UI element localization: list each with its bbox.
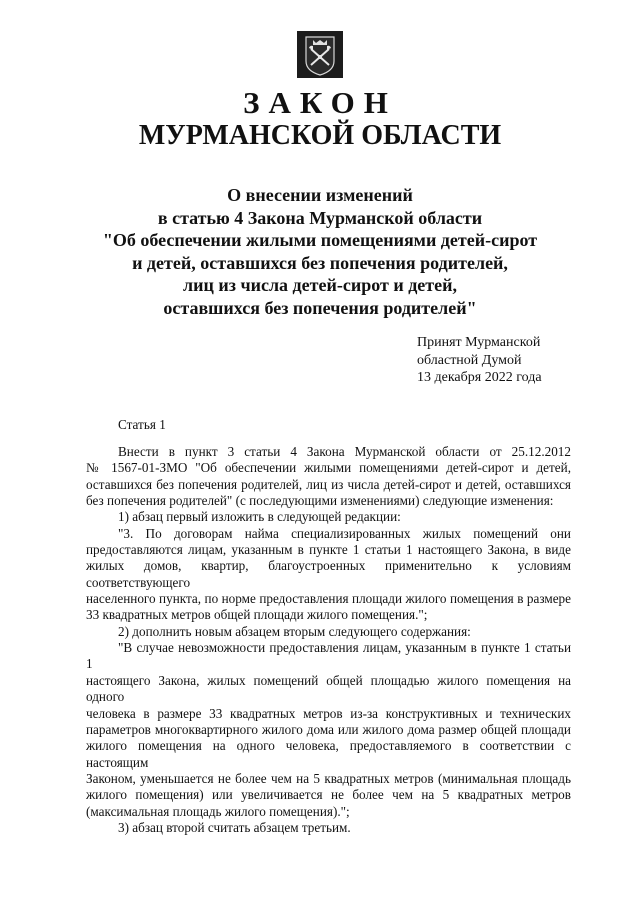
- text-line: 1) абзац первый изложить в следующей редакции:: [118, 509, 401, 525]
- text-line: населенного пункта, по норме предоставления площади жилого помещения в размере: [86, 591, 571, 607]
- text-line: жилых домов, квартир, благоустроенных применительно к условиям соответствующего: [86, 558, 571, 590]
- amendment-item-3: [86, 820, 571, 836]
- coat-of-arms-icon: [297, 31, 343, 78]
- text-line: (максимальная площадь жилого помещения).";: [86, 803, 350, 819]
- article-body: [86, 444, 571, 836]
- subject-line: лиц из числа детей-сирот и детей,: [183, 275, 457, 295]
- text-line: жилого помещения) или увеличивается не более чем на 5 квадратных метров: [86, 787, 571, 803]
- quoted-paragraph-2: [86, 640, 571, 820]
- law-subject: [95, 184, 545, 319]
- text-line: Законом, уменьшается не более чем на 5 квадратных метров (минимальная площадь: [86, 770, 571, 786]
- text-line: 2) дополнить новым абзацем вторым следующего содержания:: [118, 623, 471, 639]
- text-line: без попечения родителей" (с последующими изменениями) следующие изменения:: [86, 493, 554, 509]
- subject-line: О внесении изменений: [227, 185, 413, 205]
- adoption-note: [417, 334, 542, 387]
- text-line: 33 квадратных метров общей площади жилого помещения.";: [86, 607, 428, 623]
- text-line: № 1567-01-ЗМО "Об обеспечении жилыми помещениями детей-сирот и детей,: [86, 460, 571, 476]
- text-line: предоставляются лицам, указанным в пункте 1 статьи 1 настоящего Закона, в виде: [86, 542, 571, 558]
- region-title: МУРМАНСКОЙ ОБЛАСТИ: [138, 120, 502, 151]
- adoption-line: Принят Мурманской: [417, 335, 541, 350]
- text-line: жилого помещения на одного человека, предоставляемого в соответствии с настоящим: [86, 738, 571, 770]
- quoted-paragraph-1: [86, 526, 571, 624]
- text-line: Внести в пункт 3 статьи 4 Закона Мурманской области от 25.12.2012: [118, 444, 571, 459]
- adoption-line: областной Думой: [417, 352, 522, 368]
- subject-line: "Об обеспечении жилыми помещениями детей-сирот: [102, 230, 538, 250]
- text-line: настоящего Закона, жилых помещений общей площадью жилого помещения на одного: [86, 672, 571, 705]
- subject-line: оставшихся без попечения родителей": [163, 297, 477, 318]
- article-heading: Статья 1: [118, 417, 166, 432]
- law-title: ЗАКОН: [243, 85, 397, 120]
- amendment-item-2: [86, 624, 571, 640]
- text-line: человека в размере 33 квадратных метров из-за конструктивных и технических: [86, 705, 571, 721]
- text-line: "В случае невозможности предоставления лицам, указанным в пункте 1 статьи 1: [86, 640, 571, 672]
- subject-line: в статью 4 Закона Мурманской области: [157, 207, 483, 228]
- text-line: "3. По договорам найма специализированных жилых помещений они: [118, 525, 571, 541]
- text-line: параметров многоквартирного жилого дома или жилого дома размер общей площади: [86, 721, 571, 737]
- amendment-item-1: [86, 509, 571, 525]
- subject-line: и детей, оставшихся без попечения родителей,: [132, 252, 508, 273]
- text-line: оставшихся без попечения родителей, лиц из числа детей-сирот и детей, оставшихся: [86, 476, 571, 492]
- text-line: 3) абзац второй считать абзацем третьим.: [118, 819, 351, 835]
- intro-paragraph: [86, 444, 571, 509]
- adoption-date: 13 декабря 2022 года: [417, 370, 542, 385]
- coat-of-arms-graphic: [297, 31, 343, 78]
